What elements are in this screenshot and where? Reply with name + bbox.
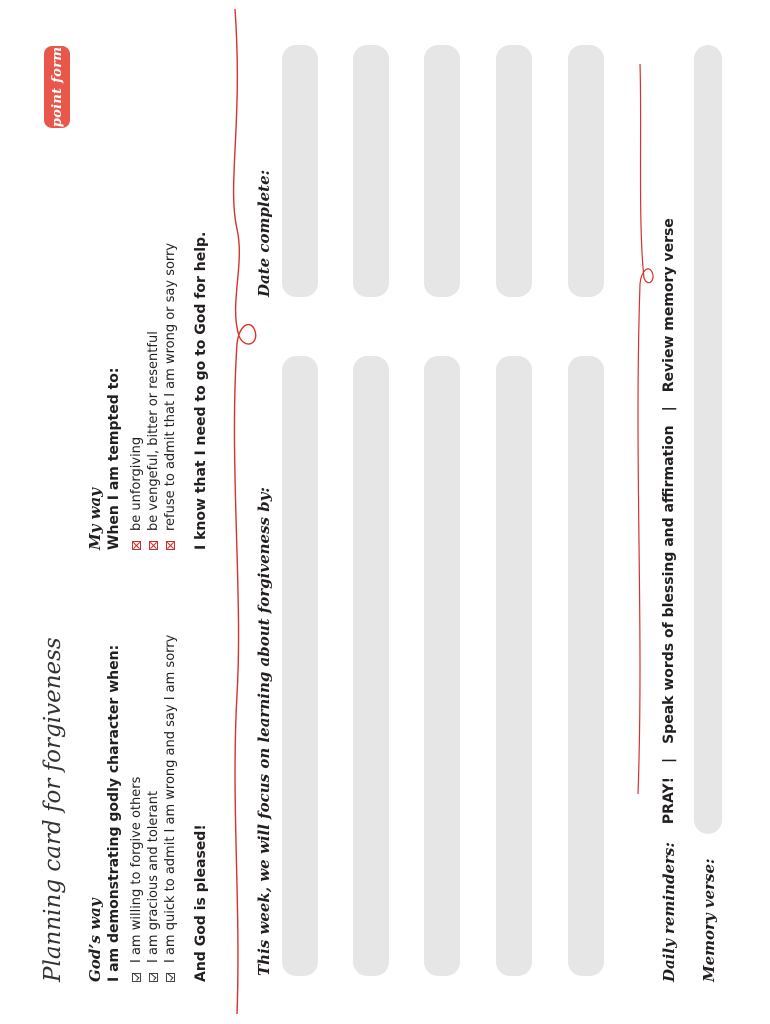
gods-way-subheading: I am demonstrating godly character when: — [106, 644, 122, 982]
my-way-subheading: When I am tempted to: — [106, 367, 122, 550]
list-item — [145, 232, 162, 550]
list-item-label: be vengeful, bitter or resentful — [146, 331, 161, 531]
date-field-4[interactable] — [496, 45, 532, 297]
checkbox-crossed-icon — [149, 541, 158, 550]
focus-field-4[interactable] — [496, 356, 532, 976]
reminder-memory-verse: Review memory verse — [661, 218, 677, 393]
date-field-3[interactable] — [424, 45, 460, 297]
list-item-label: refuse to admit that I am wrong or say sorry — [163, 242, 178, 531]
point-form-badge-label: point form — [49, 46, 65, 128]
memory-verse-field[interactable] — [694, 45, 722, 834]
checkbox-checked-icon — [166, 973, 175, 982]
list-item — [128, 635, 145, 982]
reminder-blessing: Speak words of blessing and affirmation — [661, 425, 677, 744]
list-item — [162, 232, 179, 550]
checkbox-checked-icon — [149, 973, 158, 982]
gods-way-list — [128, 635, 179, 982]
list-item-label: I am gracious and tolerant — [146, 790, 161, 963]
checkbox-crossed-icon — [166, 541, 175, 550]
date-field-1[interactable] — [282, 45, 318, 297]
list-item — [162, 635, 179, 982]
list-item — [128, 232, 145, 550]
gods-way-heading: God’s way — [86, 898, 104, 982]
daily-reminders-label: Daily reminders: — [660, 842, 678, 982]
list-item — [145, 635, 162, 982]
focus-field-3[interactable] — [424, 356, 460, 976]
date-field-2[interactable] — [353, 45, 389, 297]
point-form-badge — [44, 46, 70, 128]
reminder-pray: PRAY! — [661, 777, 677, 825]
focus-field-5[interactable] — [568, 356, 604, 976]
daily-reminders — [660, 218, 678, 982]
my-way-heading: My way — [86, 488, 104, 550]
list-item-label: be unforgiving — [129, 436, 144, 531]
checkbox-crossed-icon — [132, 541, 141, 550]
checkbox-checked-icon — [132, 973, 141, 982]
my-way-conclusion: I know that I need to go to God for help. — [193, 231, 209, 550]
date-complete-label: Date complete: — [255, 169, 273, 297]
list-item-label: I am quick to admit I am wrong and say I am sorry — [163, 634, 178, 963]
separator: | — [661, 406, 677, 412]
page-title: Planning card for forgiveness — [40, 637, 66, 982]
my-way-list — [128, 232, 179, 550]
focus-heading: This week, we will focus on learning about forgiveness by: — [255, 487, 273, 976]
focus-field-2[interactable] — [353, 356, 389, 976]
gods-way-conclusion: And God is pleased! — [193, 824, 209, 982]
focus-field-1[interactable] — [282, 356, 318, 976]
date-field-5[interactable] — [568, 45, 604, 297]
list-item-label: I am willing to forgive others — [129, 776, 144, 963]
memory-verse-label: Memory verse: — [700, 858, 718, 982]
separator: | — [661, 757, 677, 764]
gods-way-section — [86, 635, 209, 982]
my-way-section — [86, 232, 209, 550]
